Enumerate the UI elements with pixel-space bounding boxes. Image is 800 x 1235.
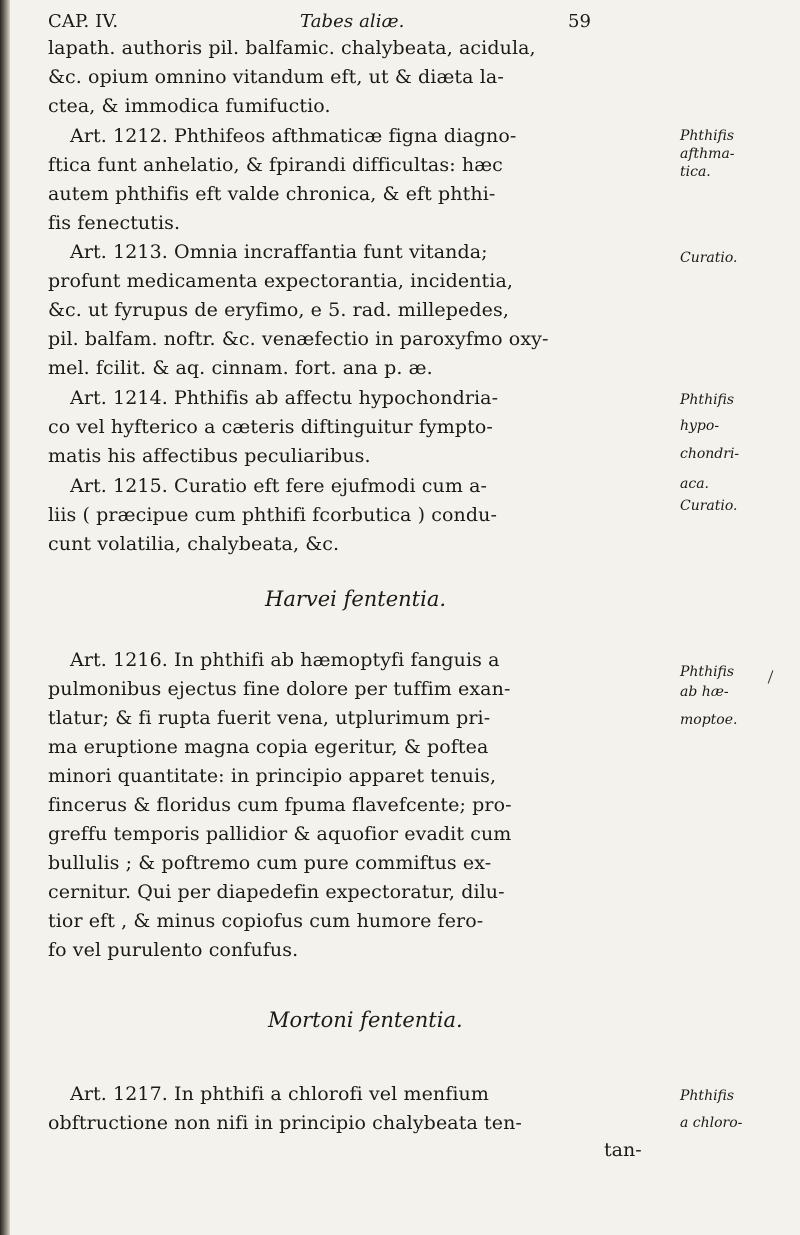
text-line: pulmonibus ejectus fine dolore per tuffim exan- (48, 678, 511, 700)
margin-note: Curatio. (680, 498, 738, 514)
catchword: tan- (604, 1139, 642, 1161)
text-line: Art. 1214. Phthifis ab affectu hypochondria- (70, 387, 499, 409)
margin-note: tica. (680, 164, 711, 180)
text-line: Art. 1213. Omnia incraffantia funt vitanda; (70, 241, 488, 263)
text-line: &c. ut fyrupus de eryfimo, e 5. rad. millepedes, (48, 299, 509, 321)
section-heading: Mortoni fententia. (268, 1008, 463, 1032)
margin-note: Phthifis (680, 392, 735, 408)
chapter-label: CAP. IV. (48, 11, 119, 32)
text-line: fincerus & floridus cum fpuma flavefcente; pro- (48, 794, 512, 816)
margin-note: chondri- (680, 446, 740, 462)
running-title: Tabes aliæ. (300, 11, 405, 32)
margin-note: afthma- (680, 146, 735, 162)
text-line: tior eft , & minus copiofus cum humore fero- (48, 910, 484, 932)
text-line: cunt volatilia, chalybeata, &c. (48, 533, 340, 555)
text-line: Art. 1215. Curatio eft fere ejufmodi cum a- (70, 475, 488, 497)
text-line: fis fenectutis. (48, 212, 181, 234)
text-line: &c. opium omnino vitandum eft, ut & diæta la- (48, 66, 504, 88)
text-line: Art. 1212. Phthifeos afthmaticæ figna diagno- (70, 125, 517, 147)
text-line: mel. fcilit. & aq. cinnam. fort. ana p. æ. (48, 357, 433, 379)
text-line: ctea, & immodica fumifuctio. (48, 95, 331, 117)
text-line: ftica funt anhelatio, & fpirandi difficultas: hæc (48, 154, 503, 176)
margin-note: Phthifis (680, 128, 735, 144)
text-line: ma eruptione magna copia egeritur, & poftea (48, 736, 489, 758)
pencil-mark (768, 670, 774, 683)
text-line: lapath. authoris pil. balfamic. chalybeata, acidula, (48, 37, 536, 59)
margin-note: moptoe. (680, 712, 738, 728)
text-line: obftructione non nifi in principio chalybeata ten- (48, 1112, 522, 1134)
text-line: bullulis ; & poftremo cum pure commiftus ex- (48, 852, 492, 874)
binding-shadow (0, 0, 10, 1235)
margin-note: Phthifis (680, 664, 735, 680)
margin-note: aca. (680, 476, 709, 492)
text-line: co vel hyfterico a cæteris diftinguitur fympto- (48, 416, 493, 438)
section-heading: Harvei fententia. (265, 587, 447, 611)
margin-note: Curatio. (680, 250, 738, 266)
text-line: pil. balfam. noftr. &c. venæfectio in paroxyfmo oxy- (48, 328, 549, 350)
text-line: Art. 1216. In phthifi ab hæmoptyfi fanguis a (70, 649, 500, 671)
page-number: 59 (568, 11, 592, 32)
text-line: tlatur; & fi rupta fuerit vena, utplurimum pri- (48, 707, 491, 729)
margin-note: ab hæ- (680, 684, 729, 700)
text-line: greffu temporis pallidior & aquofior evadit cum (48, 823, 512, 845)
text-line: matis his affectibus peculiaribus. (48, 445, 371, 467)
text-line: minori quantitate: in principio apparet tenuis, (48, 765, 497, 787)
text-line: fo vel purulento confufus. (48, 939, 299, 961)
text-line: cernitur. Qui per diapedefin expectoratur, dilu- (48, 881, 505, 903)
text-line: profunt medicamenta expectorantia, incidentia, (48, 270, 514, 292)
margin-note: a chloro- (680, 1115, 743, 1131)
text-line: Art. 1217. In phthifi a chlorofi vel menfium (70, 1083, 490, 1105)
margin-note: Phthifis (680, 1088, 735, 1104)
text-line: liis ( præcipue cum phthifi fcorbutica ) condu- (48, 504, 498, 526)
text-line: autem phthifis eft valde chronica, & eft phthi- (48, 183, 496, 205)
margin-note: hypo- (680, 418, 720, 434)
